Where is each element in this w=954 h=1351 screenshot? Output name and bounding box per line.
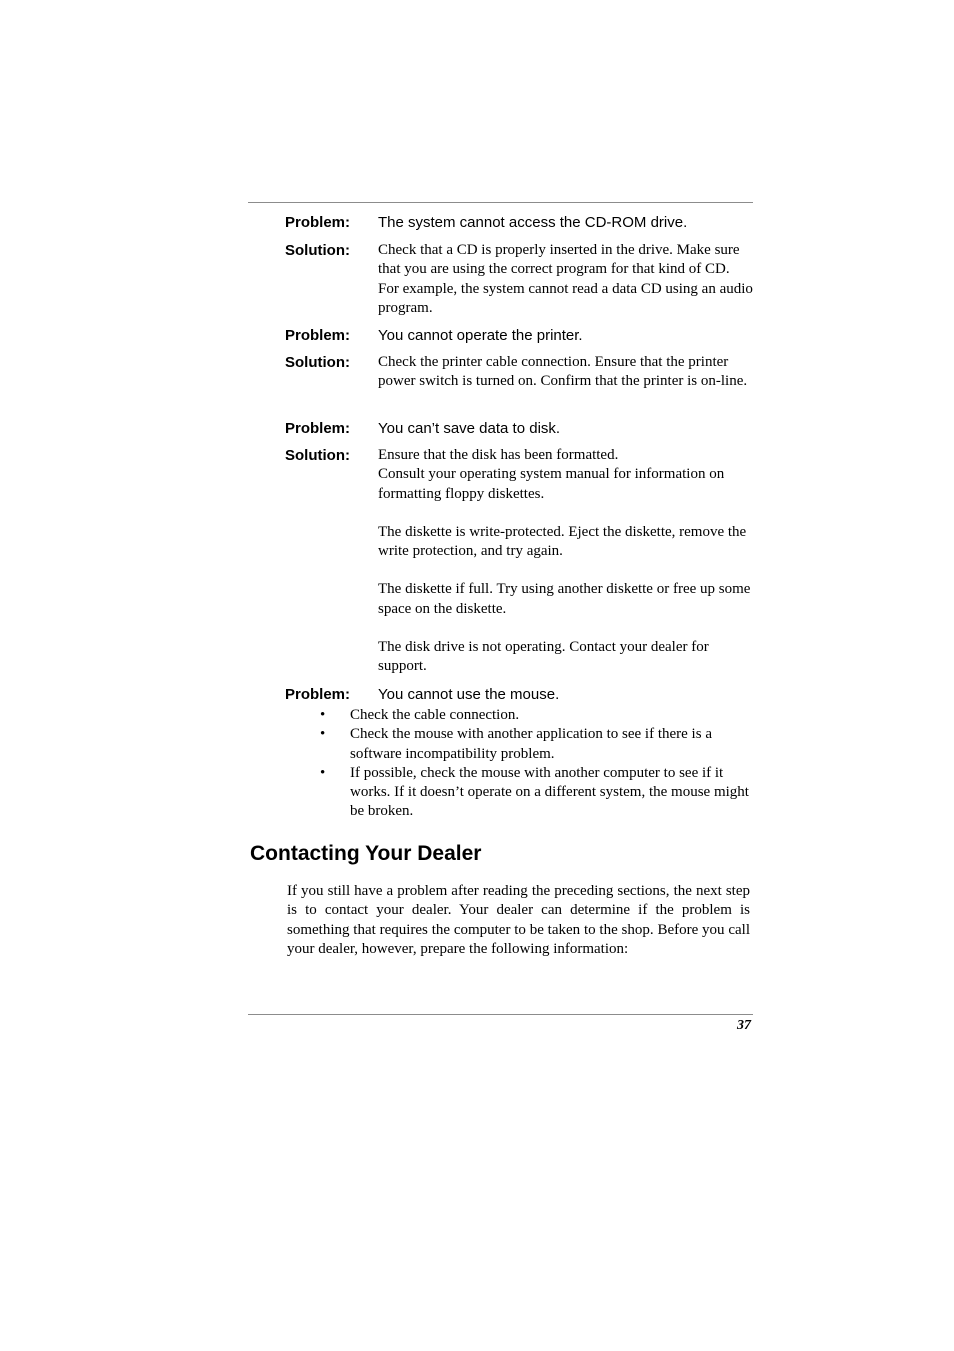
solution-label: Solution: (285, 447, 350, 464)
list-item (318, 725, 754, 764)
problem-text-mouse: You cannot use the mouse. (378, 686, 560, 703)
problem-text-disk: You can’t save data to disk. (378, 420, 561, 437)
bottom-rule (248, 1014, 753, 1015)
solution-paragraph: Check that a CD is properly inserted in the drive. Make sure that you are using the correct program for that kind of CD. For example, the system cannot read a data CD using an audio program. (378, 242, 753, 316)
solution-text-printer (378, 353, 754, 392)
problem-label: Problem: (285, 420, 351, 437)
problem-label: Problem: (285, 686, 351, 703)
problem-label: Problem: (285, 327, 351, 344)
solution-paragraph: Check the printer cable connection. Ensure that the printer power switch is turned on. Confirm that the printer is on-line. (378, 354, 748, 390)
problem-label: Problem: (285, 214, 351, 231)
solution-label: Solution: (285, 354, 350, 371)
bullet-icon: • (320, 707, 326, 723)
problem-text-cdrom: The system cannot access the CD-ROM drive. (378, 214, 688, 231)
solution-text-disk (378, 446, 754, 677)
list-item (318, 764, 754, 822)
list-item-text: Check the mouse with another application to see if there is a software incompatibility problem. (350, 726, 712, 762)
list-item (318, 706, 754, 725)
solution-paragraph: The diskette if full. Try using another diskette or free up some space on the diskette. (378, 581, 751, 617)
solution-paragraph: Ensure that the disk has been formatted. Consult your operating system manual for information on formatting floppy diskettes. (378, 447, 725, 502)
top-rule (248, 202, 753, 203)
list-item-text: Check the cable connection. (350, 707, 520, 723)
page-number: 37 (737, 1018, 751, 1033)
section-paragraph: If you still have a problem after reading the preceding sections, the next step is to contact your dealer. Your dealer can determine if the problem is something that requires the computer to be taken to the shop. Before you call your dealer, however, prepare the following information: (287, 883, 750, 957)
solution-label: Solution: (285, 242, 350, 259)
solution-paragraph: The disk drive is not operating. Contact your dealer for support. (378, 639, 709, 675)
solution-paragraph: The diskette is write-protected. Eject the diskette, remove the write protection, and try again. (378, 523, 747, 560)
problem-text-printer: You cannot operate the printer. (378, 327, 583, 344)
bullet-icon: • (320, 764, 326, 781)
mouse-bullet-list (318, 706, 754, 822)
solution-text-cdrom (378, 241, 754, 318)
bullet-icon: • (320, 726, 326, 743)
list-item-text: If possible, check the mouse with another computer to see if it works. If it doesn’t operate on a different system, the mouse might be broken. (350, 764, 749, 820)
section-heading: Contacting Your Dealer (250, 842, 482, 865)
